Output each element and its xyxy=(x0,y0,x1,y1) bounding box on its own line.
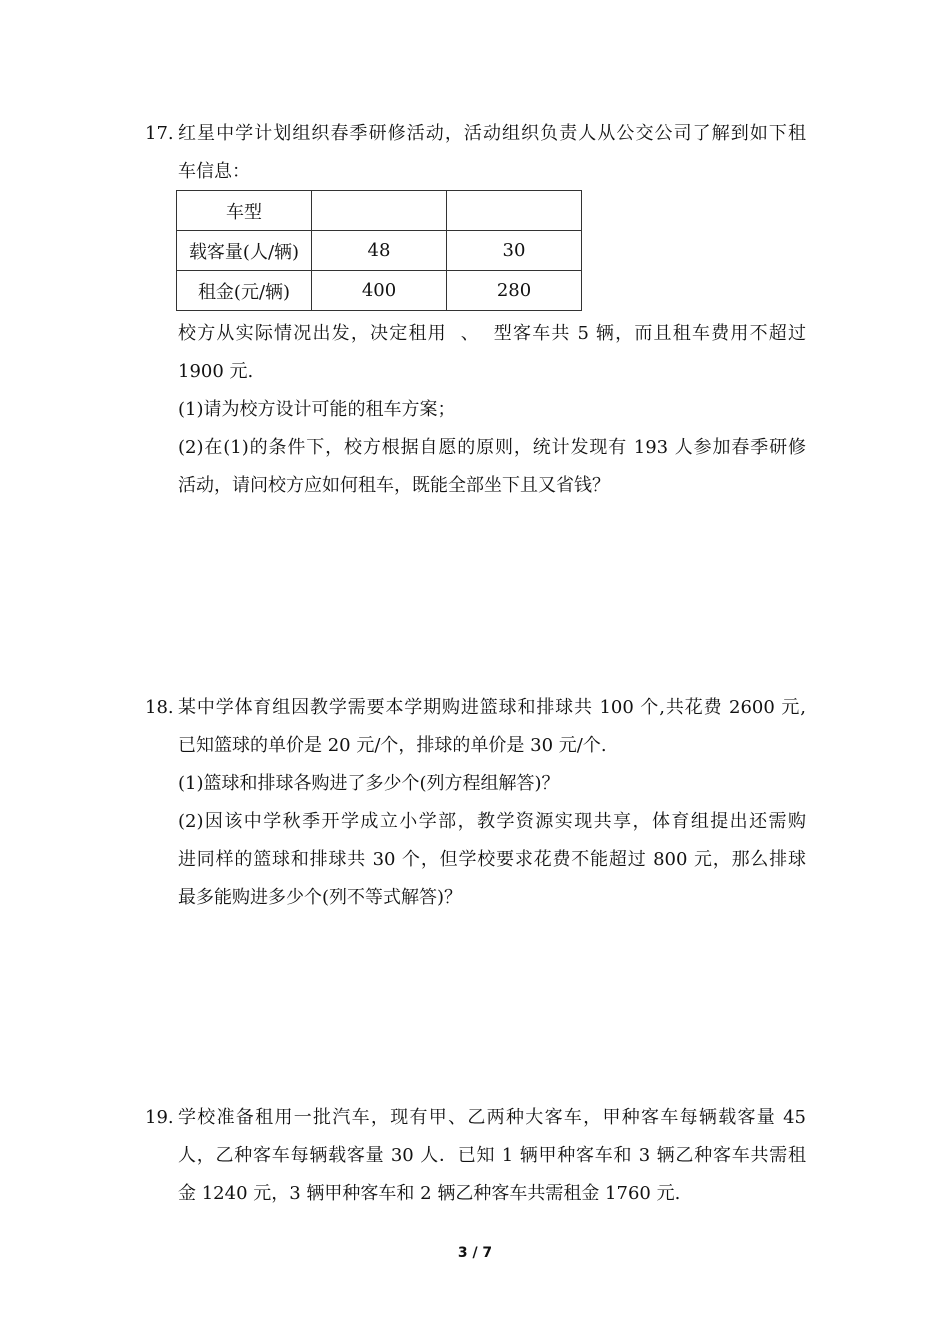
question-text: 学校准备租用一批汽车，现有甲、乙两种大客车，甲种客车每辆载客量 45 xyxy=(178,1107,806,1128)
table-cell xyxy=(312,191,447,231)
question-number: 18. xyxy=(145,697,174,718)
question-text: 已知篮球的单价是 20 元/个，排球的单价是 30 元/个. xyxy=(178,735,607,756)
question-number: 17. xyxy=(145,123,174,144)
question-text: 校方从实际情况出发，决定租用 、 型客车共 5 辆，而且租车费用不超过 xyxy=(178,323,806,344)
table-cell: 载客量(人/辆) xyxy=(177,231,312,271)
question-number: 19. xyxy=(145,1107,174,1128)
question-text: 最多能购进多少个(列不等式解答)？ xyxy=(178,887,463,908)
question-text: 金 1240 元，3 辆甲种客车和 2 辆乙种客车共需租金 1760 元. xyxy=(178,1183,681,1204)
table-cell: 30 xyxy=(447,231,582,271)
sub-question-2: (2)在(1)的条件下，校方根据自愿的原则，统计发现有 193 人参加春季研修 xyxy=(178,437,806,458)
question-text: 车信息： xyxy=(178,161,250,182)
question-text: 人，乙种客车每辆载客量 30 人．已知 1 辆甲种客车和 3 辆乙种客车共需租 xyxy=(178,1145,806,1166)
table-cell: 租金(元/辆) xyxy=(177,271,312,311)
table-cell: 400 xyxy=(312,271,447,311)
table-row xyxy=(177,231,582,271)
bus-rental-table xyxy=(176,190,582,311)
question-text: 活动，请问校方应如何租车，既能全部坐下且又省钱？ xyxy=(178,475,610,496)
question-text: 红星中学计划组织春季研修活动，活动组织负责人从公交公司了解到如下租 xyxy=(178,123,806,144)
sub-question-1: (1)请为校方设计可能的租车方案； xyxy=(178,399,456,420)
table-row xyxy=(177,271,582,311)
question-text: 1900 元. xyxy=(178,361,254,382)
page-number: 3 / 7 xyxy=(457,1245,493,1261)
question-text: 进同样的篮球和排球共 30 个，但学校要求花费不能超过 800 元，那么排球 xyxy=(178,849,806,870)
table-cell: 48 xyxy=(312,231,447,271)
sub-question-1: (1)篮球和排球各购进了多少个(列方程组解答)？ xyxy=(178,773,560,794)
question-text: 某中学体育组因教学需要本学期购进篮球和排球共 100 个,共花费 2600 元, xyxy=(178,697,806,718)
table-row xyxy=(177,191,582,231)
sub-question-2: (2)因该中学秋季开学成立小学部，教学资源实现共享，体育组提出还需购 xyxy=(178,811,806,832)
table-cell: 车型 xyxy=(177,191,312,231)
table-cell xyxy=(447,191,582,231)
table-cell: 280 xyxy=(447,271,582,311)
